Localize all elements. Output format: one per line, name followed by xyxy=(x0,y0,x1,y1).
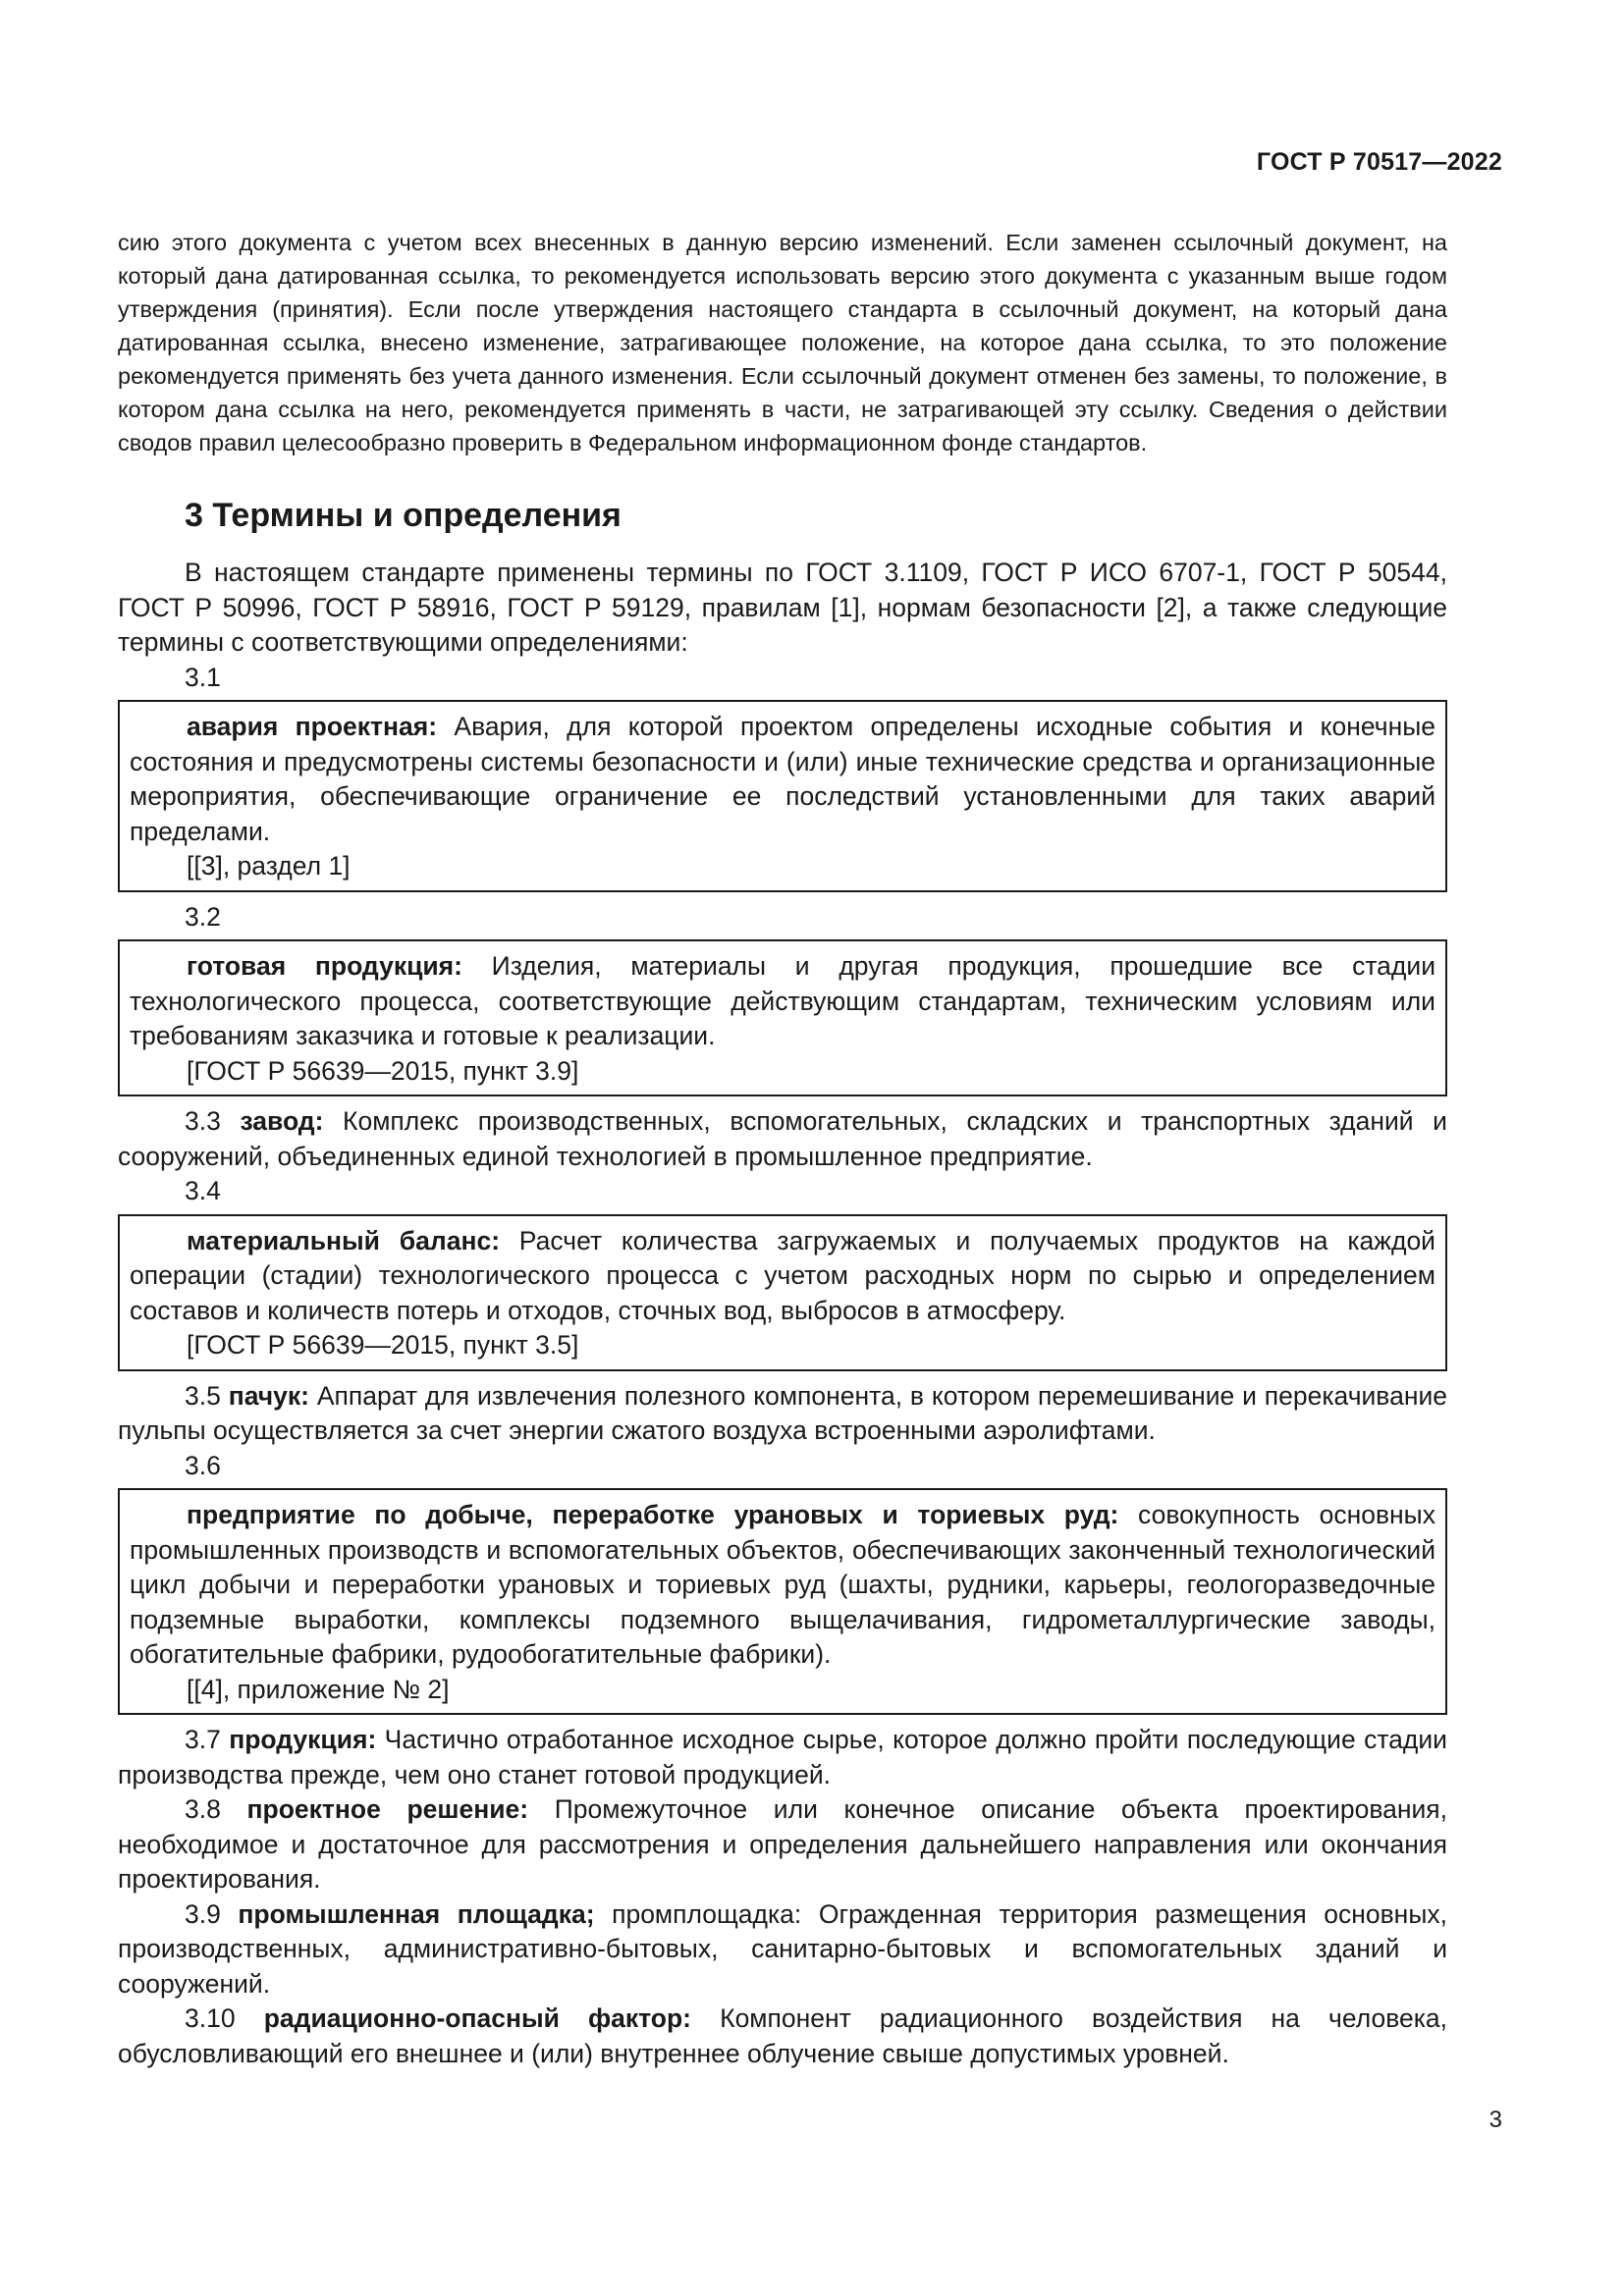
term-definition: Промежуточное или конечное описание объекта проектирования, необходимое и достаточное для рассмотрения и определения дальнейшего направления или окончания проектирования. xyxy=(118,1794,1447,1894)
term-name: продукция: xyxy=(229,1725,377,1754)
term-definition: совокупность основных промышленных производств и вспомогательных объектов, обеспечивающих законченный технологический цикл добычи и переработки урановых и ториевых руд (шахты, рудники, карьеры, геологоразведочные подземные выработки, комплексы подземного выщелачивания, гидрометаллургические заводы, обогатительные фабрики, рудообогатительные фабрики). xyxy=(130,1500,1435,1669)
term-entry xyxy=(130,1498,1435,1673)
term-entry xyxy=(118,1723,1447,1792)
term-box xyxy=(118,939,1447,1096)
term-box xyxy=(118,700,1447,892)
term-definition: Частично отработанное исходное сырье, которое должно пройти последующие стадии производства прежде, чем оно станет готовой продукцией. xyxy=(118,1725,1447,1789)
term-name: промышленная площадка; xyxy=(238,1898,595,1929)
term-box xyxy=(118,1214,1447,1371)
term-number: 3.9 xyxy=(185,1898,221,1929)
section-lead: В настоящем стандарте применены термины по ГОСТ 3.1109, ГОСТ Р ИСО 6707-1, ГОСТ Р 50544, ГОСТ Р 50996, ГОСТ Р 58916, ГОСТ Р 59129, правилам [1], нормам безопасности [2], а также следующие термины с соответствующими определениями: xyxy=(118,558,1447,657)
term-entry xyxy=(118,1897,1447,2002)
term-name: пачук: xyxy=(228,1380,309,1411)
term-name: материальный баланс: xyxy=(187,1225,501,1255)
intro-paragraph xyxy=(118,226,1447,459)
intro-text: сию этого документа с учетом всех внесенных в данную версию изменений. Если заменен ссылочный документ, на который дана датированная ссылка, то рекомендуется использовать версию этого документа с указанным выше годом утверждения (принятия). Если после утверждения настоящего стандарта в ссылочный документ, на который дана датированная ссылка, внесено изменение, затрагивающее положение, на которое дана ссылка, то это положение рекомендуется применять без учета данного изменения. Если ссылочный документ отменен без замены, то положение, в котором дана ссылка на него, рекомендуется применять в части, не затрагивающей эту ссылку. Сведения о действии сводов правил целесообразно проверить в Федеральном информационном фонде стандартов. xyxy=(118,230,1447,455)
term-definition: Комплекс производственных, вспомогательных, складских и транспортных зданий и сооружений, объединенных единой технологией в промышленное предприятие. xyxy=(118,1106,1447,1171)
term-name: завод: xyxy=(240,1106,324,1136)
term-entry xyxy=(118,2002,1447,2071)
term-source: [ГОСТ Р 56639—2015, пункт 3.5] xyxy=(187,1330,579,1360)
term-number: 3.10 xyxy=(185,2003,236,2033)
term-number: 3.1 xyxy=(185,662,221,692)
term-source: [[3], раздел 1] xyxy=(187,851,351,881)
term-name: авария проектная: xyxy=(187,712,438,741)
term-source: [[4], приложение № 2] xyxy=(187,1674,450,1704)
term-number: 3.5 xyxy=(185,1380,221,1411)
term-number: 3.2 xyxy=(185,901,221,932)
section-body xyxy=(118,556,1447,2071)
term-entry xyxy=(130,1224,1435,1329)
term-definition: Расчет количества загружаемых и получаемых продуктов на каждой операции (стадии) технологического процесса с учетом расходных норм по сырью и определением составов и количеств потерь и отходов, сточных вод, выбросов в атмосферу. xyxy=(130,1225,1435,1325)
term-number: 3.3 xyxy=(185,1106,221,1136)
term-number: 3.6 xyxy=(185,1450,221,1480)
term-name: предприятие по добыче, переработке урановых и ториевых руд: xyxy=(187,1500,1119,1529)
term-definition: Компонент радиационного воздействия на человека, обусловливающий его внешнее и (или) внутреннее облучение свыше допустимых уровней. xyxy=(118,2003,1447,2068)
document-code-header: ГОСТ Р 70517—2022 xyxy=(1256,148,1502,176)
term-name: радиационно-опасный фактор: xyxy=(263,2003,692,2033)
term-name: проектное решение: xyxy=(246,1794,529,1824)
term-entry xyxy=(130,949,1435,1054)
term-definition: Авария, для которой проектом определены исходные события и конечные состояния и предусмотрены системы безопасности и (или) иные технические средства и организационные мероприятия, обеспечивающие ограничение ее последствий установленными для таких аварий пределами. xyxy=(130,712,1435,846)
term-number: 3.7 xyxy=(185,1725,221,1754)
term-name: готовая продукция: xyxy=(187,951,462,981)
term-entry xyxy=(118,1792,1447,1897)
term-definition: Изделия, материалы и другая продукция, прошедшие все стадии технологического процесса, соответствующие действующим стандартам, техническим условиям или требованиям заказчика и готовые к реализации. xyxy=(130,951,1435,1050)
term-entry xyxy=(118,1104,1447,1174)
term-definition: промплощадка: Огражденная территория размещения основных, производственных, административно-бытовых, санитарно-бытовых и вспомогательных зданий и сооружений. xyxy=(118,1898,1447,1999)
term-entry xyxy=(130,710,1435,849)
term-box xyxy=(118,1488,1447,1715)
section-title: 3 Термины и определения xyxy=(185,497,622,534)
term-definition: Аппарат для извлечения полезного компонента, в котором перемешивание и перекачивание пульпы осуществляется за счет энергии сжатого воздуха встроенными аэролифтами. xyxy=(118,1380,1447,1445)
page-number: 3 xyxy=(1489,2107,1502,2133)
term-source: [ГОСТ Р 56639—2015, пункт 3.9] xyxy=(187,1055,579,1086)
term-entry xyxy=(118,1379,1447,1449)
term-number: 3.4 xyxy=(185,1176,221,1205)
term-number: 3.8 xyxy=(185,1794,221,1824)
